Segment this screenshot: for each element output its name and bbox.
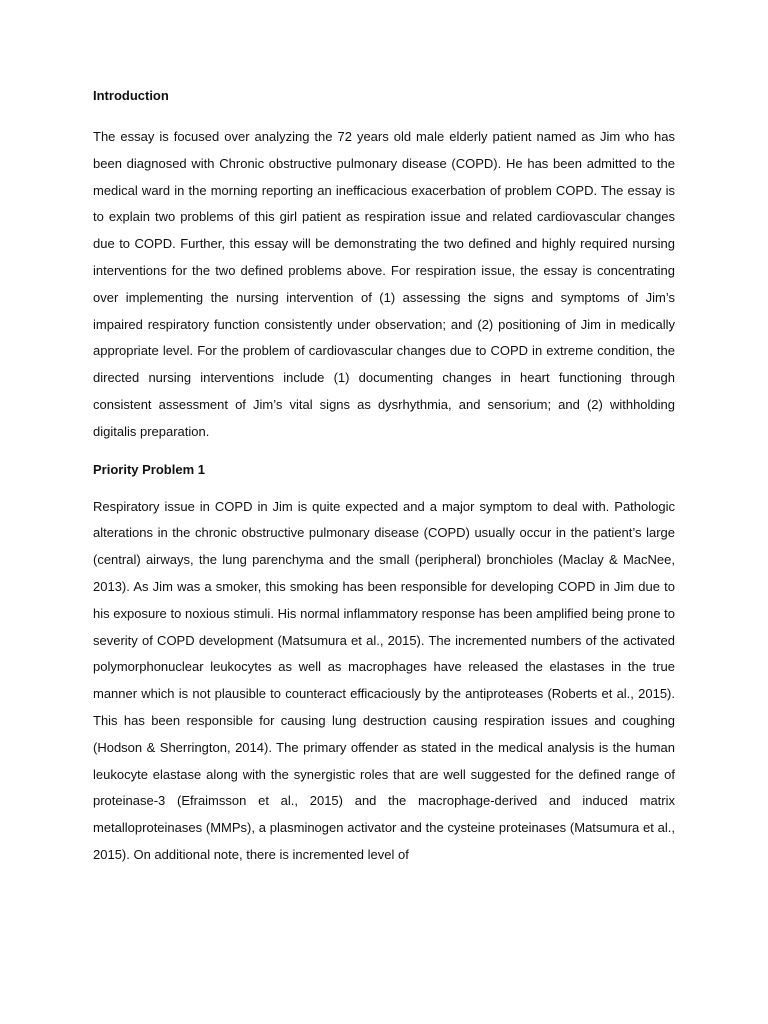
priority-problem-1-paragraph: Respiratory issue in COPD in Jim is quite expected and a major symptom to deal with. Pathologic alterations in the chronic obstructive pulmonary disease (COPD) usually occur in the patient’s large (central) airways, the lung parenchyma and the small (peripheral) bronchioles (Maclay & MacNee, 2013). As Jim was a smoker, this smoking has been responsible for developing COPD in Jim due to his exposure to noxious stimuli. His normal inflammatory response has been amplified being prone to severity of COPD development (Matsumura et al., 2015). The incremented numbers of the activated polymorphonuclear leukocytes as well as macrophages have released the elastases in the true manner which is not plausible to counteract efficaciously by the antiproteases (Roberts et al., 2015). This has been responsible for causing lung destruction causing respiration issues and coughing (Hodson & Sherrington, 2014). The primary offender as stated in the medical analysis is the human leukocyte elastase along with the synergistic roles that are well suggested for the defined range of proteinase-3 (Efraimsson et al., 2015) and the macrophage-derived and induced matrix metalloproteinases (MMPs), a plasminogen activator and the cysteine proteinases (Matsumura et al., 2015). On additional note, there is incremented level of (93, 498, 675, 862)
document-body (93, 86, 675, 869)
introduction-paragraph: The essay is focused over analyzing the 72 years old male elderly patient named as Jim who has been diagnosed with Chronic obstructive pulmonary disease (COPD). He has been admitted to the medical ward in the morning reporting an inefficacious exacerbation of problem COPD. The essay is to explain two problems of this girl patient as respiration issue and related cardiovascular changes due to COPD. Further, this essay will be demonstrating the two defined and highly required nursing interventions for the two defined problems above. For respiration issue, the essay is concentrating over implementing the nursing intervention of (1) assessing the signs and symptoms of Jim’s impaired respiratory function consistently under observation; and (2) positioning of Jim in medically appropriate level. For the problem of cardiovascular changes due to COPD in extreme condition, the directed nursing interventions include (1) documenting changes in heart functioning through consistent assessment of Jim’s vital signs as dysrhythmia, and sensorium; and (2) withholding digitalis preparation. (93, 129, 675, 439)
introduction-heading: Introduction (93, 88, 169, 103)
priority-problem-1-heading: Priority Problem 1 (93, 461, 205, 477)
